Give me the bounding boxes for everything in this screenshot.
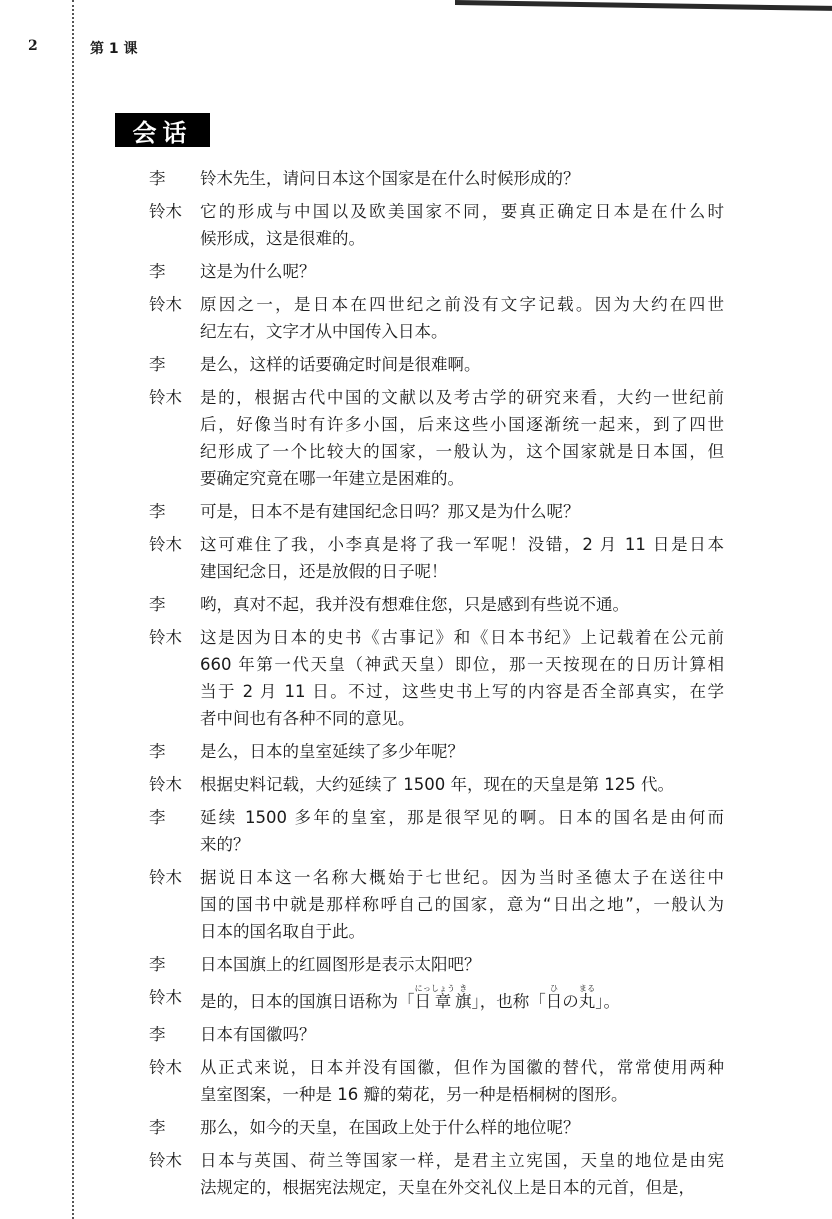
speech-line: 日本的国名取自于此。 [200,922,365,941]
speech-line: 纪形成了一个比较大的国家，一般认为，这个国家就是日本国，但 [200,442,724,461]
speech-fragment: 是的，日本的国旗日语称为「 [200,992,415,1011]
dialogue-turn [149,384,724,492]
dialogue-turn [149,1054,724,1108]
furigana-word [578,984,596,1011]
speech-text [200,531,724,585]
speaker-name: 李 [149,355,166,374]
speaker-name: 铃木 [149,988,182,1007]
dialogue-turn [149,738,724,765]
speech-line: 延续 1500 多年的皇室，那是很罕见的啊。日本的国名是由何而 [200,808,724,827]
furigana-word [562,992,579,1011]
dialogue-turn [149,591,724,618]
speech-line: 日本国旗上的红圆图形是表示太阳吧？ [200,955,481,974]
speech-line: 根据史料记载，大约延续了 1500 年，现在的天皇是第 125 代。 [200,775,674,794]
speech-fragment: 」。 [595,992,620,1011]
ruby-reading: しょう [431,984,455,993]
dialogue-turn [149,291,724,345]
speech-text [200,1054,724,1108]
speaker-name: 铃木 [149,295,182,314]
speech-text [200,1114,724,1141]
ruby-base: 日 [545,992,563,1011]
speech-line: 者中间也有各种不同的意见。 [200,709,415,728]
speech-text [200,1147,724,1201]
binding-margin-line [72,0,74,1219]
speech-line: 据说日本这一名称大概始于七世纪。因为当时圣德太子在送往中 [200,868,724,887]
dialogue-turn [149,198,724,252]
speech-line: 660 年第一代天皇（神武天皇）即位，那一天按现在的日历计算相 [200,655,724,674]
speaker-name: 李 [149,955,166,974]
top-rule [455,0,832,11]
dialogue-turn [149,951,724,978]
speaker-name: 李 [149,595,166,614]
speech-text [200,771,724,798]
speech-text [200,864,724,945]
speech-line: 可是，日本不是有建国纪念日吗？那又是为什么呢？ [200,502,580,521]
ruby-reading: まる [578,984,596,993]
speech-text [200,1021,724,1048]
speech-line: 这可难住了我，小李真是将了我一军呢！没错，2 月 11 日是日本 [200,535,724,554]
speech-text [200,384,724,492]
speech-text [200,351,724,378]
speech-text [200,291,724,345]
speaker-name: 李 [149,1118,166,1137]
speaker-name: 铃木 [149,775,182,794]
speaker-name: 铃木 [149,628,182,647]
dialogue-turn [149,1147,724,1201]
speech-text [200,804,724,858]
ruby-base: 章 [431,992,455,1011]
dialogue-turn [149,258,724,285]
furigana-word [455,984,472,1011]
speaker-name: 铃木 [149,868,182,887]
dialogue-turn [149,351,724,378]
speaker-name: 铃木 [149,1151,182,1170]
speaker-name: 铃木 [149,1058,182,1077]
section-heading: 会话 [115,113,210,147]
ruby-reading: き [455,984,472,993]
speech-line: 当于 2 月 11 日。不过，这些史书上写的内容是否全部真实，在学 [200,682,724,701]
speech-text [200,738,724,765]
speech-line: 法规定的，根据宪法规定，天皇在外交礼仪上是日本的元首，但是， [200,1178,695,1197]
dialogue-turn [149,771,724,798]
speaker-name: 铃木 [149,388,182,407]
dialogue-turn [149,1021,724,1048]
dialogue [149,165,724,1207]
speaker-name: 李 [149,808,166,827]
speech-text [200,498,724,525]
speaker-name: 李 [149,169,166,188]
speech-line: 从正式来说，日本并没有国徽，但作为国徽的替代，常常使用两种 [200,1058,724,1077]
speaker-name: 李 [149,502,166,521]
furigana-word [431,984,455,1011]
ruby-reading: にっ [414,984,431,993]
speaker-name: 铃木 [149,535,182,554]
speech-line: 来的？ [200,835,250,854]
speech-text [200,198,724,252]
speech-text [200,951,724,978]
speech-text [200,984,724,1015]
dialogue-turn [149,498,724,525]
dialogue-turn [149,984,724,1015]
furigana-word [414,984,432,1011]
speech-text [200,624,724,732]
speech-line: 皇室图案，一种是 16 瓣的菊花，另一种是梧桐树的图形。 [200,1085,628,1104]
ruby-base: 丸 [578,992,596,1011]
speech-line: 候形成，这是很难的。 [200,229,365,248]
speech-line: 原因之一，是日本在四世纪之前没有文字记载。因为大约在四世 [200,295,724,314]
ruby-base: 旗 [455,992,472,1011]
dialogue-turn [149,624,724,732]
speech-line: 要确定究竟在哪一年建立是困难的。 [200,469,464,488]
speaker-name: 李 [149,262,166,281]
lesson-label: 第 1 课 [90,41,138,57]
furigana-word [545,984,563,1011]
dialogue-turn [149,165,724,192]
ruby-base: 日 [414,992,431,1011]
page-number: 2 [28,38,38,54]
speech-line: 这是为什么呢？ [200,262,316,281]
speech-line [200,984,724,1015]
speaker-name: 铃木 [149,202,182,221]
speech-line: 是么，这样的话要确定时间是很难啊。 [200,355,481,374]
speech-text [200,258,724,285]
ruby-reading: ひ [545,984,563,993]
dialogue-turn [149,1114,724,1141]
speech-text [200,165,724,192]
speech-line: 日本与英国、荷兰等国家一样，是君主立宪国，天皇的地位是由宪 [200,1151,724,1170]
speech-text [200,591,724,618]
speaker-name: 李 [149,742,166,761]
speaker-name: 李 [149,1025,166,1044]
speech-fragment: 」，也称「 [471,992,546,1011]
dialogue-turn [149,804,724,858]
dialogue-turn [149,864,724,945]
speech-line: 铃木先生，请问日本这个国家是在什么时候形成的？ [200,169,580,188]
speech-line: 纪左右，文字才从中国传入日本。 [200,322,448,341]
speech-line: 建国纪念日，还是放假的日子呢！ [200,562,448,581]
speech-line: 国的国书中就是那样称呼自己的国家，意为“日出之地”，一般认为 [200,895,724,914]
dialogue-turn [149,531,724,585]
speech-line: 哟，真对不起，我并没有想难住您，只是感到有些说不通。 [200,595,629,614]
speech-line: 它的形成与中国以及欧美国家不同，要真正确定日本是在什么时 [200,202,724,221]
ruby-base: の [562,992,579,1011]
speech-line: 日本有国徽吗？ [200,1025,316,1044]
speech-line: 这是因为日本的史书《古事记》和《日本书纪》上记载着在公元前 [200,628,724,647]
speech-line: 那么，如今的天皇，在国政上处于什么样的地位呢？ [200,1118,580,1137]
speech-line: 后，好像当时有许多小国，后来这些小国逐渐统一起来，到了四世 [200,415,724,434]
speech-line: 是么，日本的皇室延续了多少年呢？ [200,742,464,761]
speech-line: 是的，根据古代中国的文献以及考古学的研究来看，大约一世纪前 [200,388,724,407]
